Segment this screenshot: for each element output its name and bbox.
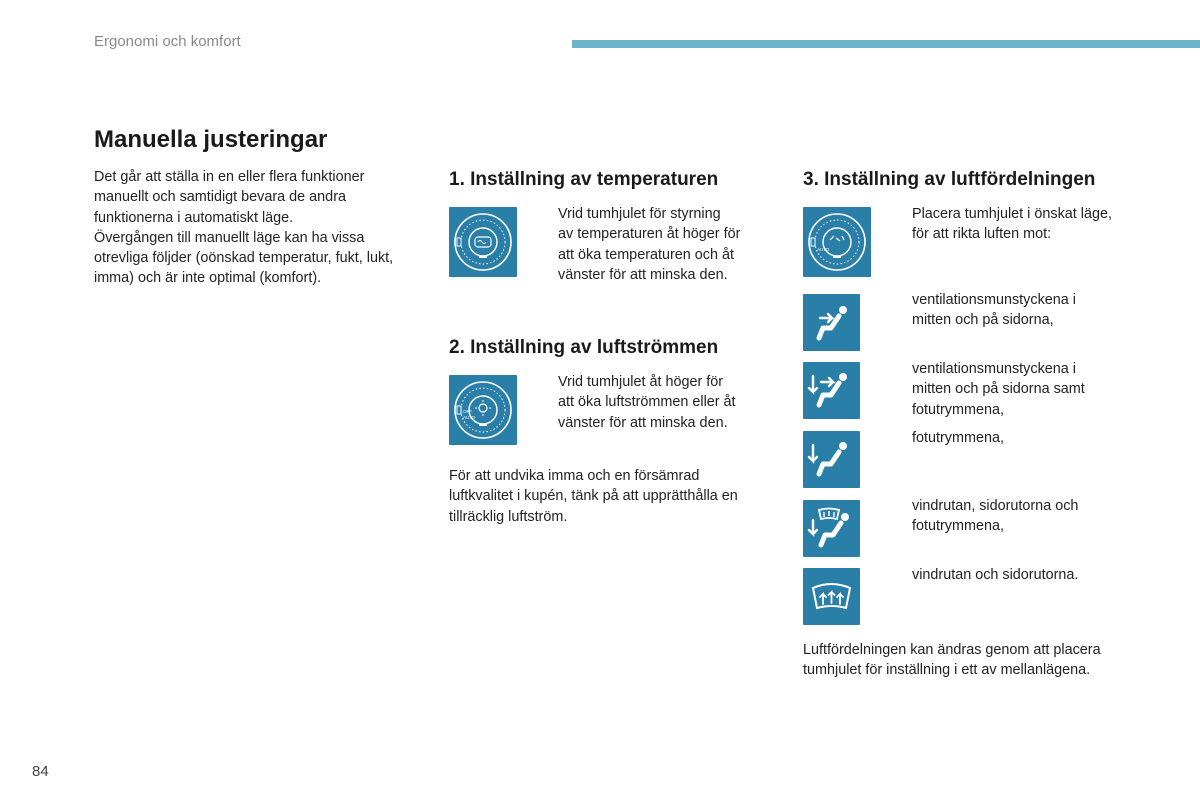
option-text [912,565,1078,585]
option-line: fotutrymmena, [912,401,1004,418]
distribution-line: Placera tumhjulet i önskat läge, [912,206,1112,222]
airflow-line: Vrid tumhjulet åt höger för [558,374,724,390]
temperature-line: att öka temperaturen och åt [558,246,734,263]
airflow-dial-icon [449,375,517,445]
distribution-note [803,640,1101,681]
intro-line: funktionerna i automatiskt läge. [94,209,294,226]
airflow-line: att öka luftströmmen eller åt [558,394,736,411]
airflow-note-line: luftkvalitet i kupén, tänk på att upprätthålla en [449,488,738,505]
distribution-heading: 3. Inställning av luftfördelningen [803,169,1096,190]
option-line: mitten och på sidorna, [912,312,1054,329]
intro-line: manuellt och samtidigt bevara de andra [94,189,346,206]
option-line: vindrutan och sidorutorna. [912,567,1079,583]
windscreen-and-footwell-icon [803,500,860,557]
option-line: vindrutan, sidorutorna och [912,498,1079,514]
airflow-line: vänster för att minska den. [558,414,728,431]
footwell-icon [803,431,860,488]
intro-paragraph [94,167,393,289]
distribution-note-line: Luftfördelningen kan ändras genom att placera [803,642,1101,658]
option-text [912,428,1004,448]
option-text [912,359,1085,420]
option-text [912,496,1078,537]
section-label: Ergonomi och komfort [94,33,241,50]
intro-line: otrevliga följder (oönskad temperatur, fukt, lukt, [94,250,394,267]
intro-line: imma) och är inte optimal (komfort). [94,270,322,287]
distribution-line: för att rikta luften mot: [912,226,1052,243]
option-text [912,290,1076,331]
dial-auto-label: AUTO [817,247,830,252]
option-line: fotutrymmena, [912,518,1004,535]
option-line: fotutrymmena, [912,430,1004,446]
airflow-text [558,372,736,433]
page-title: Manuella justeringar [94,126,328,153]
temperature-line: av temperaturen åt höger för [558,226,741,243]
dial-auto-label: AUTO [463,415,476,420]
distribution-text [912,204,1112,245]
option-line: ventilationsmunstyckena i [912,361,1076,377]
airflow-note [449,466,738,527]
vent-center-side-icon [803,294,860,351]
distribution-dial-icon [803,207,871,277]
vent-and-footwell-icon [803,362,860,419]
intro-line: Övergången till manuellt läge kan ha vissa [94,229,365,246]
temperature-line: vänster för att minska den. [558,266,728,283]
temperature-dial-icon [449,207,517,277]
windscreen-demist-icon [803,568,860,625]
intro-line: Det går att ställa in en eller flera funktioner [94,169,365,185]
temperature-line: Vrid tumhjulet för styrning [558,206,721,222]
option-line: ventilationsmunstyckena i [912,292,1076,308]
airflow-note-line: För att undvika imma och en försämrad [449,468,700,484]
option-line: mitten och på sidorna samt [912,381,1085,398]
temperature-text [558,204,740,285]
header-accent-bar [572,40,1200,48]
page-number: 84 [32,763,49,780]
distribution-note-line: tumhjulet för inställning i ett av mellanlägena. [803,662,1091,679]
airflow-note-line: tillräcklig luftström. [449,508,568,525]
airflow-heading: 2. Inställning av luftströmmen [449,337,719,358]
temperature-heading: 1. Inställning av temperaturen [449,169,719,190]
dial-off-label: OFF [463,409,472,414]
